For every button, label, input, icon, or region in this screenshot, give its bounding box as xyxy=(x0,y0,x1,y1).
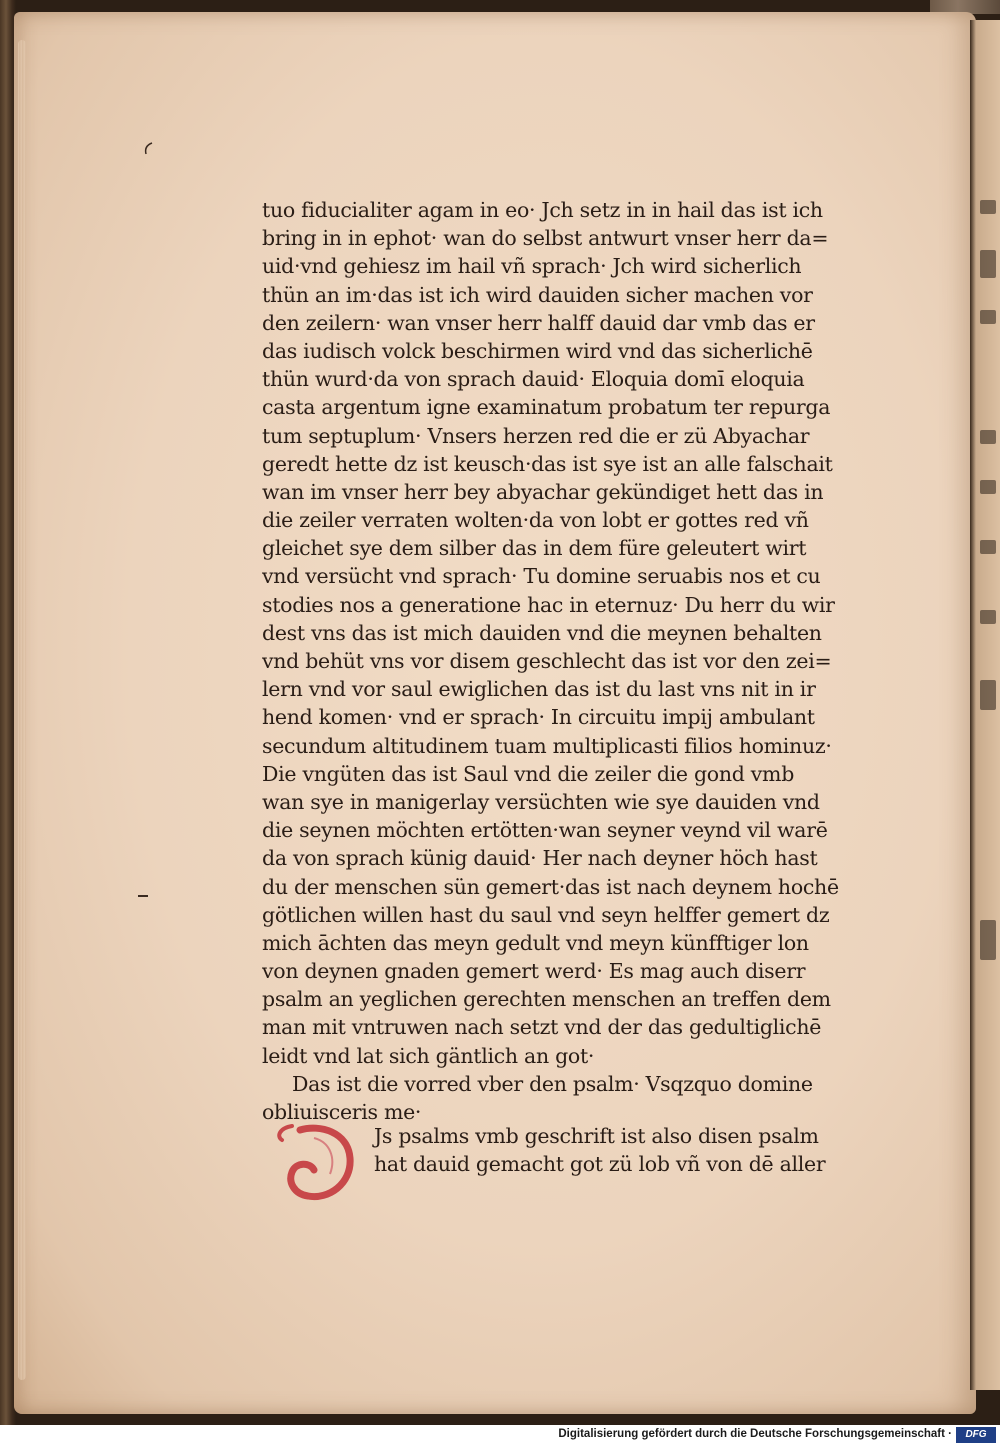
text-line-content: hend komen· vnd er sprach· In circuitu impij ambulant xyxy=(262,705,815,730)
text-line-content: die seynen möchten ertötten·wan seyner veynd vil warē xyxy=(262,818,828,843)
text-line-content: uid·vnd gehiesz im hail vñ sprach· Jch wird sicherlich xyxy=(262,254,802,279)
text-line-content: mich āchten das meyn gedult vnd meyn künfftiger lon xyxy=(262,930,809,955)
text-line xyxy=(262,1042,874,1070)
text-line-content: vnd versücht vnd sprach· Tu domine seruabis nos et cu xyxy=(262,564,821,589)
margin-hook-icon xyxy=(142,140,154,158)
text-line xyxy=(262,506,874,534)
text-line-content: stodies nos a generatione hac in eternuz· Du herr du wir xyxy=(262,592,835,617)
facing-page-glyph xyxy=(980,610,996,624)
text-line xyxy=(262,450,874,478)
facing-page-glyph xyxy=(980,310,996,324)
text-line-content: tum septuplum· Vnsers herzen red die er zü Abyachar xyxy=(262,423,810,448)
text-line-content: von deynen gnaden gemert werd· Es mag auch diserr xyxy=(262,959,806,984)
text-line xyxy=(262,1070,874,1098)
text-line xyxy=(262,1122,874,1150)
text-line-content: Die vngüten das ist Saul vnd die zeiler die gond vmb xyxy=(262,761,795,786)
text-line-content: gleichet sye dem silber das in dem füre geleutert wirt xyxy=(262,536,807,561)
facing-page-glyph xyxy=(980,480,996,494)
facing-page-glyph xyxy=(980,200,996,214)
text-line xyxy=(262,478,874,506)
text-line-content: casta argentum igne examinatum probatum ter repurga xyxy=(262,395,831,420)
text-line-content: wan im vnser herr bey abyachar gekündiget hett das in xyxy=(262,479,824,504)
text-line-content: tuo fiducialiter agam in eo· Jch setz in in hail das ist ich xyxy=(262,198,823,222)
text-line xyxy=(262,422,874,450)
text-line xyxy=(262,985,874,1013)
text-line-content: bring in in ephot· wan do selbst antwurt vnser herr da= xyxy=(262,226,829,251)
text-line-content: götlichen willen hast du saul vnd seyn helffer gemert dz xyxy=(262,902,830,927)
text-line xyxy=(262,1150,874,1178)
text-line xyxy=(262,675,874,703)
text-line-content: thün wurd·da von sprach dauid· Eloquia domī eloquia xyxy=(262,367,805,392)
text-line xyxy=(262,929,874,957)
page-stack-edge xyxy=(18,40,26,1380)
text-line-content: dest vns das ist mich dauiden vnd die meynen behalten xyxy=(262,620,822,645)
facing-page-glyph xyxy=(980,680,996,710)
text-line xyxy=(262,901,874,929)
text-line-content: hat dauid gemacht got zü lob vñ von dē aller xyxy=(374,1152,826,1177)
text-line-content: das iudisch volck beschirmen wird vnd das sicherlichē xyxy=(262,338,813,363)
text-line-content: vnd behüt vns vor disem geschlecht das ist vor den zei= xyxy=(262,649,832,673)
text-line-content: Das ist die vorred vber den psalm· Vsqzquo domine xyxy=(292,1072,813,1096)
text-line xyxy=(262,816,874,844)
text-line xyxy=(262,196,874,224)
text-line xyxy=(262,337,874,365)
main-text-block xyxy=(262,196,874,1070)
text-line xyxy=(262,760,874,788)
text-line xyxy=(262,252,874,280)
text-line-content: man mit vntruwen nach setzt vnd der das gedultiglichē xyxy=(262,1015,822,1040)
text-line-content: die zeiler verraten wolten·da von lobt er gottes red vñ xyxy=(262,508,809,533)
text-line xyxy=(262,281,874,309)
margin-dash-icon xyxy=(138,893,152,899)
dfg-logo: DFG xyxy=(956,1427,996,1443)
text-line-content: da von sprach künig dauid· Her nach deyner höch hast xyxy=(262,846,818,871)
text-line-content: du der menschen sün gemert·das ist nach deynem hochē xyxy=(262,874,839,899)
text-line-content: Js psalms vmb geschrift ist also disen psalm xyxy=(374,1124,819,1148)
text-line xyxy=(262,788,874,816)
text-line xyxy=(262,365,874,393)
margin-mark xyxy=(138,884,152,903)
text-line xyxy=(262,224,874,252)
text-line-content: den zeilern· wan vnser herr halff dauid dar vmb das er xyxy=(262,310,815,335)
funding-credit: Digitalisierung gefördert durch die Deutsche Forschungsgemeinschaft · xyxy=(558,1428,952,1440)
facing-page-glyph xyxy=(980,430,996,444)
text-line xyxy=(262,1013,874,1041)
text-line xyxy=(262,873,874,901)
text-line xyxy=(262,844,874,872)
text-line-content: psalm an yeglichen gerechten menschen an treffen dem xyxy=(262,987,831,1012)
margin-mark xyxy=(142,140,154,163)
text-line-content: leidt vnd lat sich gäntlich an got· xyxy=(262,1043,595,1068)
text-line xyxy=(262,619,874,647)
text-line xyxy=(262,534,874,562)
facing-page-glyph xyxy=(980,540,996,554)
footer-bar xyxy=(0,1425,1000,1446)
text-line xyxy=(262,957,874,985)
text-line xyxy=(262,562,874,590)
text-line-content: obliuisceris me· xyxy=(262,1100,422,1125)
text-line-content: thün an im·das ist ich wird dauiden sicher machen vor xyxy=(262,282,813,307)
text-line xyxy=(262,703,874,731)
text-line xyxy=(262,647,874,675)
text-line-content: lern vnd vor saul ewiglichen das ist du last vns nit in ir xyxy=(262,677,816,702)
text-line xyxy=(262,591,874,619)
text-line xyxy=(262,732,874,760)
facing-page-glyph xyxy=(980,250,996,278)
text-line-content: geredt hette dz ist keusch·das ist sye ist an alle falschait xyxy=(262,451,833,476)
text-line-content: secundum altitudinem tuam multiplicasti filios hominuz· xyxy=(262,733,832,758)
facing-page-edge xyxy=(970,20,1000,1390)
text-line xyxy=(262,393,874,421)
second-paragraph xyxy=(262,1122,874,1178)
facing-page-glyph xyxy=(980,920,996,960)
text-line xyxy=(262,309,874,337)
text-line-content: wan sye in manigerlay versüchten wie sye dauiden vnd xyxy=(262,789,820,814)
